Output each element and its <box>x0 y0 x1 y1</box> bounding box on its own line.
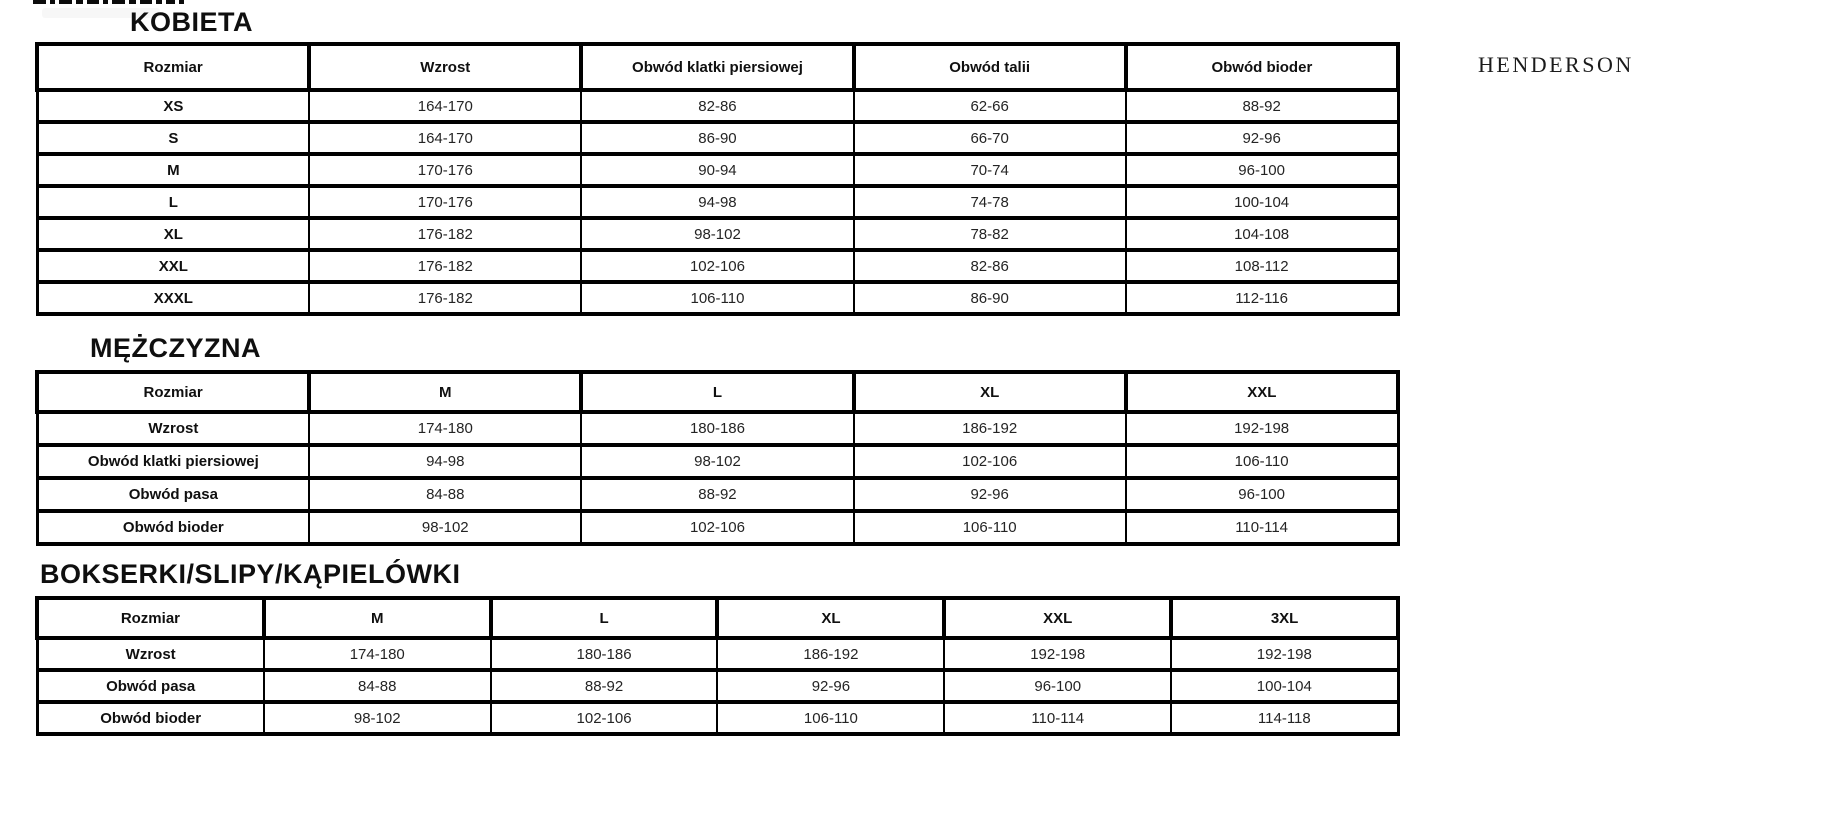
cell-value: 106-110 <box>854 511 1126 544</box>
row-header: Wzrost <box>37 412 309 445</box>
header-row <box>37 44 1398 90</box>
table-title-kobieta: KOBIETA <box>130 7 253 37</box>
table-body <box>37 638 1398 734</box>
cell-value: 192-198 <box>1171 638 1398 670</box>
row-header: Obwód pasa <box>37 670 264 702</box>
table-head <box>37 44 1398 90</box>
column-header: Rozmiar <box>37 44 309 90</box>
row-header: Wzrost <box>37 638 264 670</box>
cell-value: 82-86 <box>581 90 853 122</box>
cell-value: 74-78 <box>854 186 1126 218</box>
table-row <box>37 282 1398 314</box>
column-header: XXL <box>944 598 1171 638</box>
cell-value: 92-96 <box>1126 122 1398 154</box>
table-row <box>37 702 1398 734</box>
column-header: M <box>309 372 581 412</box>
row-header: XL <box>37 218 309 250</box>
cell-value: 82-86 <box>854 250 1126 282</box>
table-title-bokserki: BOKSERKI/SLIPY/KĄPIELÓWKI <box>40 559 461 589</box>
table-row <box>37 122 1398 154</box>
cell-value: 88-92 <box>581 478 853 511</box>
table-row <box>37 154 1398 186</box>
cell-value: 180-186 <box>491 638 718 670</box>
column-header: 3XL <box>1171 598 1398 638</box>
column-header: XXL <box>1126 372 1398 412</box>
header-row <box>37 372 1398 412</box>
cell-value: 106-110 <box>717 702 944 734</box>
cell-value: 96-100 <box>944 670 1171 702</box>
cell-value: 110-114 <box>944 702 1171 734</box>
column-header: M <box>264 598 491 638</box>
cell-value: 176-182 <box>309 282 581 314</box>
cell-value: 92-96 <box>854 478 1126 511</box>
cell-value: 96-100 <box>1126 154 1398 186</box>
column-header: Wzrost <box>309 44 581 90</box>
row-header: M <box>37 154 309 186</box>
cell-value: 114-118 <box>1171 702 1398 734</box>
row-header: Obwód bioder <box>37 702 264 734</box>
column-header: XL <box>854 372 1126 412</box>
table-row <box>37 670 1398 702</box>
cell-value: 94-98 <box>309 445 581 478</box>
cell-value: 98-102 <box>309 511 581 544</box>
column-header: Rozmiar <box>37 372 309 412</box>
row-header: Obwód pasa <box>37 478 309 511</box>
cell-value: 192-198 <box>1126 412 1398 445</box>
cell-value: 112-116 <box>1126 282 1398 314</box>
cell-value: 98-102 <box>581 445 853 478</box>
row-header: XXXL <box>37 282 309 314</box>
cell-value: 104-108 <box>1126 218 1398 250</box>
column-header: XL <box>717 598 944 638</box>
row-header: XXL <box>37 250 309 282</box>
cell-value: 174-180 <box>264 638 491 670</box>
column-header: L <box>581 372 853 412</box>
table-body <box>37 412 1398 544</box>
table-row <box>37 511 1398 544</box>
cell-value: 86-90 <box>854 282 1126 314</box>
table-row <box>37 412 1398 445</box>
tables-container <box>35 0 1400 736</box>
row-header: Obwód bioder <box>37 511 309 544</box>
cell-value: 106-110 <box>1126 445 1398 478</box>
column-header: Obwód klatki piersiowej <box>581 44 853 90</box>
cell-value: 110-114 <box>1126 511 1398 544</box>
cell-value: 186-192 <box>717 638 944 670</box>
size-table-mezczyzna <box>35 370 1400 546</box>
table-head <box>37 598 1398 638</box>
cell-value: 98-102 <box>264 702 491 734</box>
table-title-mezczyzna: MĘŻCZYZNA <box>90 333 261 363</box>
cell-value: 96-100 <box>1126 478 1398 511</box>
column-header: Rozmiar <box>37 598 264 638</box>
table-head <box>37 372 1398 412</box>
column-header: Obwód talii <box>854 44 1126 90</box>
cell-value: 100-104 <box>1126 186 1398 218</box>
cell-value: 176-182 <box>309 250 581 282</box>
cell-value: 78-82 <box>854 218 1126 250</box>
cell-value: 90-94 <box>581 154 853 186</box>
cell-value: 174-180 <box>309 412 581 445</box>
table-row <box>37 445 1398 478</box>
table-row <box>37 90 1398 122</box>
row-header: Obwód klatki piersiowej <box>37 445 309 478</box>
row-header: S <box>37 122 309 154</box>
cell-value: 102-106 <box>581 250 853 282</box>
cell-value: 88-92 <box>491 670 718 702</box>
cell-value: 186-192 <box>854 412 1126 445</box>
table-body <box>37 90 1398 314</box>
row-header: L <box>37 186 309 218</box>
column-header: L <box>491 598 718 638</box>
cell-value: 84-88 <box>264 670 491 702</box>
table-row <box>37 250 1398 282</box>
cell-value: 176-182 <box>309 218 581 250</box>
cell-value: 62-66 <box>854 90 1126 122</box>
row-header: XS <box>37 90 309 122</box>
brand-logo: HENDERSON <box>1478 52 1634 77</box>
cell-value: 170-176 <box>309 186 581 218</box>
table-row <box>37 638 1398 670</box>
cell-value: 180-186 <box>581 412 853 445</box>
cell-value: 102-106 <box>581 511 853 544</box>
table-row <box>37 218 1398 250</box>
cell-value: 70-74 <box>854 154 1126 186</box>
cell-value: 164-170 <box>309 122 581 154</box>
cell-value: 88-92 <box>1126 90 1398 122</box>
cell-value: 106-110 <box>581 282 853 314</box>
cell-value: 102-106 <box>491 702 718 734</box>
column-header: Obwód bioder <box>1126 44 1398 90</box>
size-table-bokserki <box>35 596 1400 736</box>
cell-value: 108-112 <box>1126 250 1398 282</box>
table-row <box>37 186 1398 218</box>
table-row <box>37 478 1398 511</box>
cell-value: 100-104 <box>1171 670 1398 702</box>
header-row <box>37 598 1398 638</box>
cell-value: 66-70 <box>854 122 1126 154</box>
cell-value: 86-90 <box>581 122 853 154</box>
cell-value: 192-198 <box>944 638 1171 670</box>
cell-value: 98-102 <box>581 218 853 250</box>
cell-value: 92-96 <box>717 670 944 702</box>
size-table-kobieta <box>35 42 1400 316</box>
cell-value: 170-176 <box>309 154 581 186</box>
cell-value: 102-106 <box>854 445 1126 478</box>
cell-value: 84-88 <box>309 478 581 511</box>
cell-value: 94-98 <box>581 186 853 218</box>
cell-value: 164-170 <box>309 90 581 122</box>
